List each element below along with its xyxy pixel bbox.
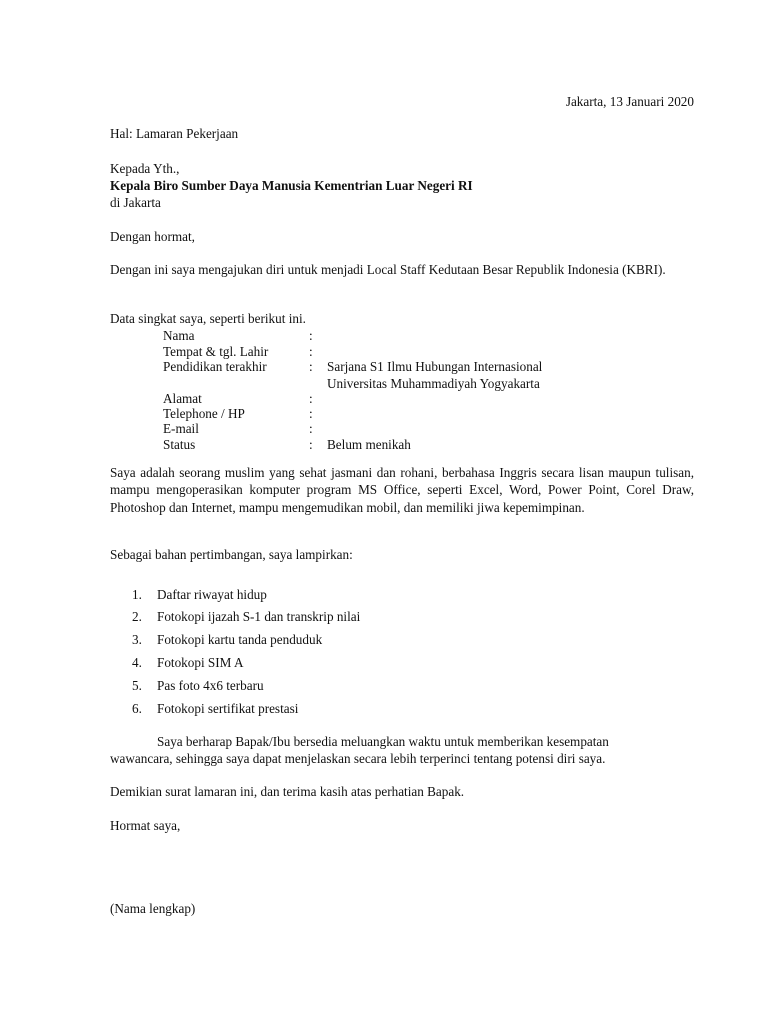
list-number: 1. xyxy=(132,587,142,602)
field-label: Tempat & tgl. Lahir xyxy=(163,344,269,359)
attachments-intro: Sebagai bahan pertimbangan, saya lampirkan: xyxy=(110,547,353,562)
data-intro: Data singkat saya, seperti berikut ini. xyxy=(110,311,306,326)
hope-paragraph-line1: Saya berharap Bapak/Ibu bersedia meluangkan waktu untuk memberikan kesempatan xyxy=(157,734,609,749)
list-number: 5. xyxy=(132,678,142,693)
field-colon: : xyxy=(309,328,313,343)
field-label: Pendidikan terakhir xyxy=(163,359,267,374)
list-text: Fotokopi SIM A xyxy=(157,655,244,670)
greeting: Dengan hormat, xyxy=(110,229,195,244)
list-number: 4. xyxy=(132,655,142,670)
field-value-line2: Universitas Muhammadiyah Yogyakarta xyxy=(327,376,540,391)
field-colon: : xyxy=(309,406,313,421)
list-number: 6. xyxy=(132,701,142,716)
list-number: 2. xyxy=(132,609,142,624)
list-text: Pas foto 4x6 terbaru xyxy=(157,678,264,693)
field-label: Alamat xyxy=(163,391,202,406)
field-colon: : xyxy=(309,391,313,406)
field-colon: : xyxy=(309,437,313,452)
list-text: Fotokopi sertifikat prestasi xyxy=(157,701,299,716)
date-line: Jakarta, 13 Januari 2020 xyxy=(565,94,694,109)
field-value: Belum menikah xyxy=(327,437,411,452)
field-label: Telephone / HP xyxy=(163,406,245,421)
field-colon: : xyxy=(309,344,313,359)
opening-paragraph: Dengan ini saya mengajukan diri untuk menjadi Local Staff Kedutaan Besar Republik Indonesia (KBRI). xyxy=(110,262,666,277)
addressee-location: di Jakarta xyxy=(110,195,161,210)
addressee-recipient: Kepala Biro Sumber Daya Manusia Kementrian Luar Negeri RI xyxy=(110,178,473,193)
about-paragraph: Saya adalah seorang muslim yang sehat jasmani dan rohani, berbahasa Inggris secara lisan maupun tulisan, mampu mengoperasikan komputer program MS Office, seperti Excel, Word, Power Point, Corel Draw, Photoshop dan Internet, mampu mengemudikan mobil, dan memiliki jiwa kepemimpinan. xyxy=(110,465,694,515)
field-label: Status xyxy=(163,437,196,452)
field-colon: : xyxy=(309,359,313,374)
list-number: 3. xyxy=(132,632,142,647)
hope-paragraph-line2: wawancara, sehingga saya dapat menjelaskan secara lebih terperinci tentang potensi diri saya. xyxy=(110,751,606,766)
field-label: E-mail xyxy=(163,421,199,436)
signature-name: (Nama lengkap) xyxy=(110,901,196,916)
signoff: Hormat saya, xyxy=(110,818,181,833)
addressee-salutation: Kepada Yth., xyxy=(110,161,180,176)
field-value: Sarjana S1 Ilmu Hubungan Internasional xyxy=(327,359,543,374)
list-text: Fotokopi kartu tanda penduduk xyxy=(157,632,323,647)
list-text: Fotokopi ijazah S-1 dan transkrip nilai xyxy=(157,609,361,624)
list-text: Daftar riwayat hidup xyxy=(157,587,267,602)
field-label: Nama xyxy=(163,328,195,343)
subject-line: Hal: Lamaran Pekerjaan xyxy=(110,126,239,141)
closing-line: Demikian surat lamaran ini, dan terima kasih atas perhatian Bapak. xyxy=(110,784,465,799)
field-colon: : xyxy=(309,421,313,436)
